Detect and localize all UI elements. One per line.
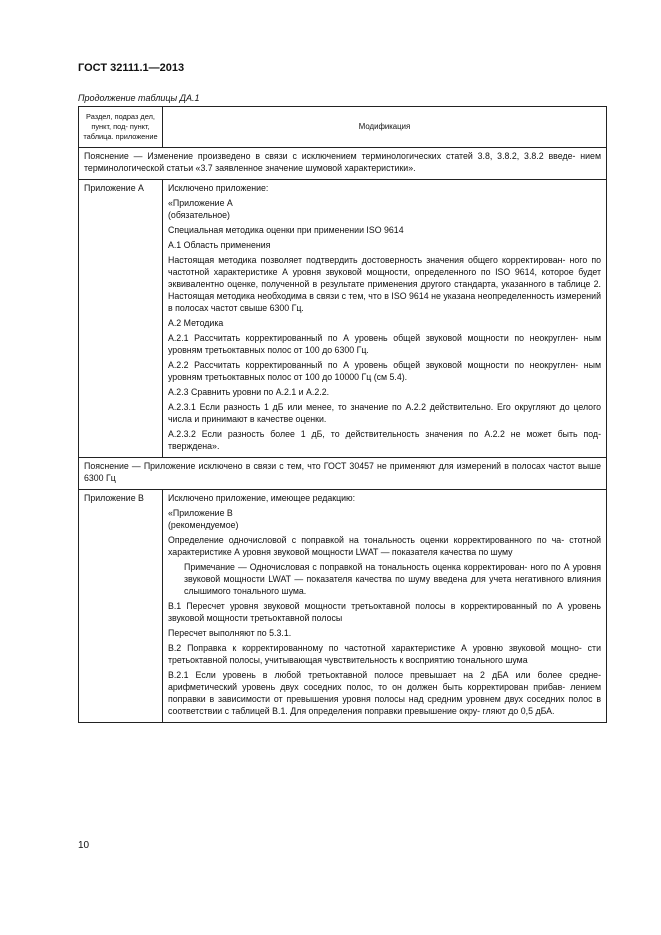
paragraph: А.2.3.2 Если разность более 1 дБ, то действительность значения по А.2.2 не может быть под- тверждена». — [168, 429, 601, 451]
note-row — [79, 148, 607, 180]
paragraph: А.2 Методика — [168, 318, 224, 328]
paragraph: Настоящая методика позволяет подтвердить достоверность значения общего корректирован- ного по частотной характеристике А уровня звуковой мощности, определенного по ISO 9614, которое будет эквивалентно оценке, полученной в результате применения другого стандарта, указанного в таблице 2. Настоящая методика необходима в связи с тем, что в ISO 9614 не указана неопределенность измерений в полосах частот свыше 6300 Гц. — [168, 255, 601, 313]
page-number: 10 — [78, 840, 90, 851]
row-content — [163, 180, 607, 458]
note-paragraph: Примечание — Одночисловая с поправкой на тональность оценка корректирован- ного по А уровня звуковой мощности LWAT — показателя качества по шуму введена для учета негативного влияния слышимого тонального шума. — [184, 562, 601, 596]
table-header-row — [79, 107, 607, 148]
paragraph: Исключено приложение: — [168, 183, 269, 193]
paragraph: Определение одночисловой с поправкой на тональность оценки корректированного по ча- стотной характеристике А уровня звуковой мощности LWAT — показателя качества по шуму — [168, 535, 601, 557]
modification-table — [78, 106, 607, 723]
paragraph: В.2 Поправка к корректированному по частотной характеристике А уровню звуковой мощно- сти третьоктавной полосы, учитывающая чувствительность к восприятию тонального шума — [168, 643, 601, 665]
paragraph: (обязательное) — [168, 210, 230, 220]
paragraph: Исключено приложение, имеющее редакцию: — [168, 493, 356, 503]
document-code: ГОСТ 32111.1—2013 — [78, 62, 185, 74]
paragraph: А.2.1 Рассчитать корректированный по А уровень общей звуковой мощности по неокруглен- ным уровням третьоктавных полос от 100 до 6300 Гц. — [168, 333, 601, 355]
header-modification: Модификация — [163, 107, 607, 148]
paragraph: Пересчет выполняют по 5.3.1. — [168, 628, 292, 638]
paragraph: А.2.3 Сравнить уровни по А.2.1 и А.2.2. — [168, 387, 330, 397]
paragraph: Специальная методика оценки при применении ISO 9614 — [168, 225, 404, 235]
row-label: Приложение В — [79, 490, 163, 723]
paragraph: «Приложение А — [168, 198, 233, 208]
table-caption: Продолжение таблицы ДА.1 — [78, 93, 200, 103]
paragraph: А.2.2 Рассчитать корректированный по А уровень общей звуковой мощности по неокруглен- ным уровням третьоктавных полос от 100 до 10000 Гц (см 5.4). — [168, 360, 601, 382]
table-row — [79, 180, 607, 458]
header-section: Раздел, подраз дел, пункт, под- пункт, таблица. приложение — [79, 107, 163, 148]
note-text: Пояснение — Изменение произведено в связи с исключением терминологических статей 3.8, 3.8.2, 3.8.2 введе- нием терминологической статьи «3.7 заявленное значение шумовой характеристики». — [79, 148, 607, 180]
note-text: Пояснение — Приложение исключено в связи с тем, что ГОСТ 30457 не применяют для измерений в полосах частот выше 6300 Гц — [79, 458, 607, 490]
paragraph: (рекомендуемое) — [168, 520, 239, 530]
paragraph: А.1 Область применения — [168, 240, 271, 250]
table-row — [79, 490, 607, 723]
row-label: Приложение А — [79, 180, 163, 458]
row-content — [163, 490, 607, 723]
paragraph: В.2.1 Если уровень в любой третьоктавной полосе превышает на 2 дБА или более средне- арифметический уровень двух соседних полос, то он должен быть корректирован прибав- лением поправки в зависимости от превышения уровня полосы над средним уровнем двух соседних полос в соответствии с таблицей В.1. Для определения поправки превышение окру- гляют до 0,5 дБА. — [168, 670, 601, 716]
paragraph: В.1 Пересчет уровня звуковой мощности третьоктавной полосы в корректированный по А уровень звуковой мощности третьоктавной полосы — [168, 601, 601, 623]
paragraph: А.2.3.1 Если разность 1 дБ или менее, то значение по А.2.2 действительно. Его округляют до целого числа и принимают в качестве оценки. — [168, 402, 601, 424]
paragraph: «Приложение В — [168, 508, 233, 518]
note-row — [79, 458, 607, 490]
